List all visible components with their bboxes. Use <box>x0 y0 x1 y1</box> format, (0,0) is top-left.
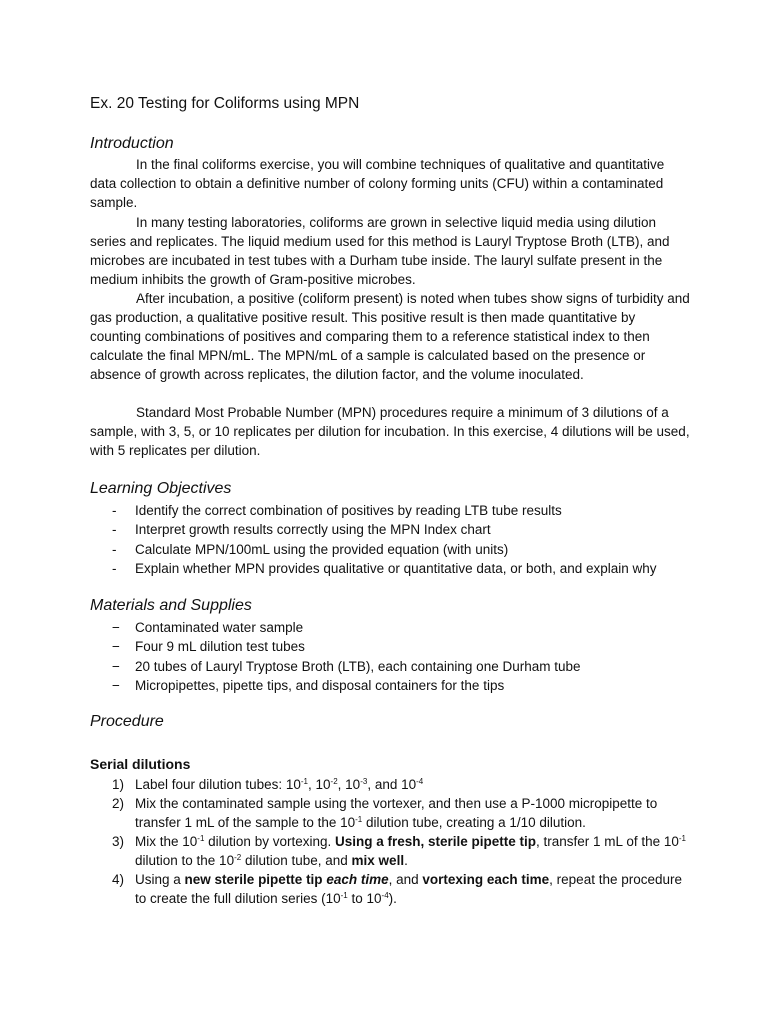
list-item: − Micropipettes, pipette tips, and disposal containers for the tips <box>90 676 690 695</box>
list-item: − 20 tubes of Lauryl Tryptose Broth (LTB), each containing one Durham tube <box>90 657 690 676</box>
materials-heading: Materials and Supplies <box>90 597 252 614</box>
list-marker: − <box>112 677 120 693</box>
list-item: - Interpret growth results correctly using the MPN Index chart <box>90 520 690 539</box>
intro-paragraph-3: After incubation, a positive (coliform present) is noted when tubes show signs of turbidity and gas production, a qualitative positive result. This positive result is then made quantitative by counting combinations of positives and comparing them to a reference statistical index to then calculate the final MPN/mL. The MPN/mL of a sample is calculated based on the presence or absence of growth across replicates, the dilution factor, and the volume inoculated. <box>90 291 690 382</box>
procedure-steps-list <box>90 775 690 908</box>
procedure-step: 4) Using a new sterile pipette tip each time, and vortexing each time, repeat the procedure to create the full dilution series ($10^{-1}$ to $10^{-4}$). <box>112 872 683 906</box>
step-number: 1) <box>112 777 125 792</box>
step-number: 3) <box>112 834 125 849</box>
serial-dilutions-subheading: Serial dilutions <box>90 756 191 772</box>
procedure-heading: Procedure <box>90 713 164 730</box>
list-marker: - <box>112 541 117 557</box>
procedure-step: 1) Label four dilution tubes: $10^{-1}$, $10^{-2}$, $10^{-3}$, and $10^{-4}$ <box>112 777 424 792</box>
list-item: - Identify the correct combination of positives by reading LTB tube results <box>90 501 690 520</box>
list-item: - Explain whether MPN provides qualitative or quantitative data, or both, and explain why <box>90 559 690 578</box>
document-title: Ex. 20 Testing for Coliforms using MPN <box>90 95 360 112</box>
list-item: - Calculate MPN/100mL using the provided equation (with units) <box>90 540 690 559</box>
list-item: − Four 9 mL dilution test tubes <box>90 637 690 656</box>
intro-paragraph-2: In many testing laboratories, coliforms are grown in selective liquid media using dilution series and replicates. The liquid medium used for this method is Lauryl Tryptose Broth (LTB), and microbes are incubated in test tubes with a Durham tube inside. The lauryl sulfate present in the medium inhibits the growth of Gram-positive microbes. <box>90 215 670 287</box>
intro-paragraph-1: In the final coliforms exercise, you will combine techniques of qualitative and quantitative data collection to obtain a definitive number of colony forming units (CFU) within a contaminated sample. <box>90 157 665 210</box>
list-marker: - <box>112 560 117 576</box>
step-number: 4) <box>112 872 125 887</box>
list-marker: − <box>112 658 120 674</box>
intro-paragraph-4: Standard Most Probable Number (MPN) procedures require a minimum of 3 dilutions of a sample, with 3, 5, or 10 replicates per dilution for incubation. In this exercise, 4 dilutions will be used, with 5 replicates per dilution. <box>90 405 690 458</box>
list-marker: − <box>112 639 120 655</box>
list-marker: - <box>112 503 117 518</box>
list-marker: − <box>112 620 120 635</box>
learning-objectives-list <box>90 501 690 578</box>
procedure-step: 2) Mix the contaminated sample using the vortexer, and then use a P-1000 micropipette to transfer 1 mL of the sample to the $10^{-1}$ dilution tube, creating a 1/10 dilution. <box>112 796 658 830</box>
learning-objectives-heading: Learning Objectives <box>90 480 232 497</box>
step-number: 2) <box>112 796 125 811</box>
list-item: − Contaminated water sample <box>90 618 690 637</box>
introduction-heading: Introduction <box>90 135 174 152</box>
procedure-step: 3) Mix the $10^{-1}$ dilution by vortexing. Using a fresh, sterile pipette tip, transfer 1 mL of the $10^{-1}$ dilution to the $10^{-2}$ dilution tube, and mix well. <box>112 834 686 868</box>
list-marker: - <box>112 522 117 538</box>
materials-list <box>90 618 690 695</box>
